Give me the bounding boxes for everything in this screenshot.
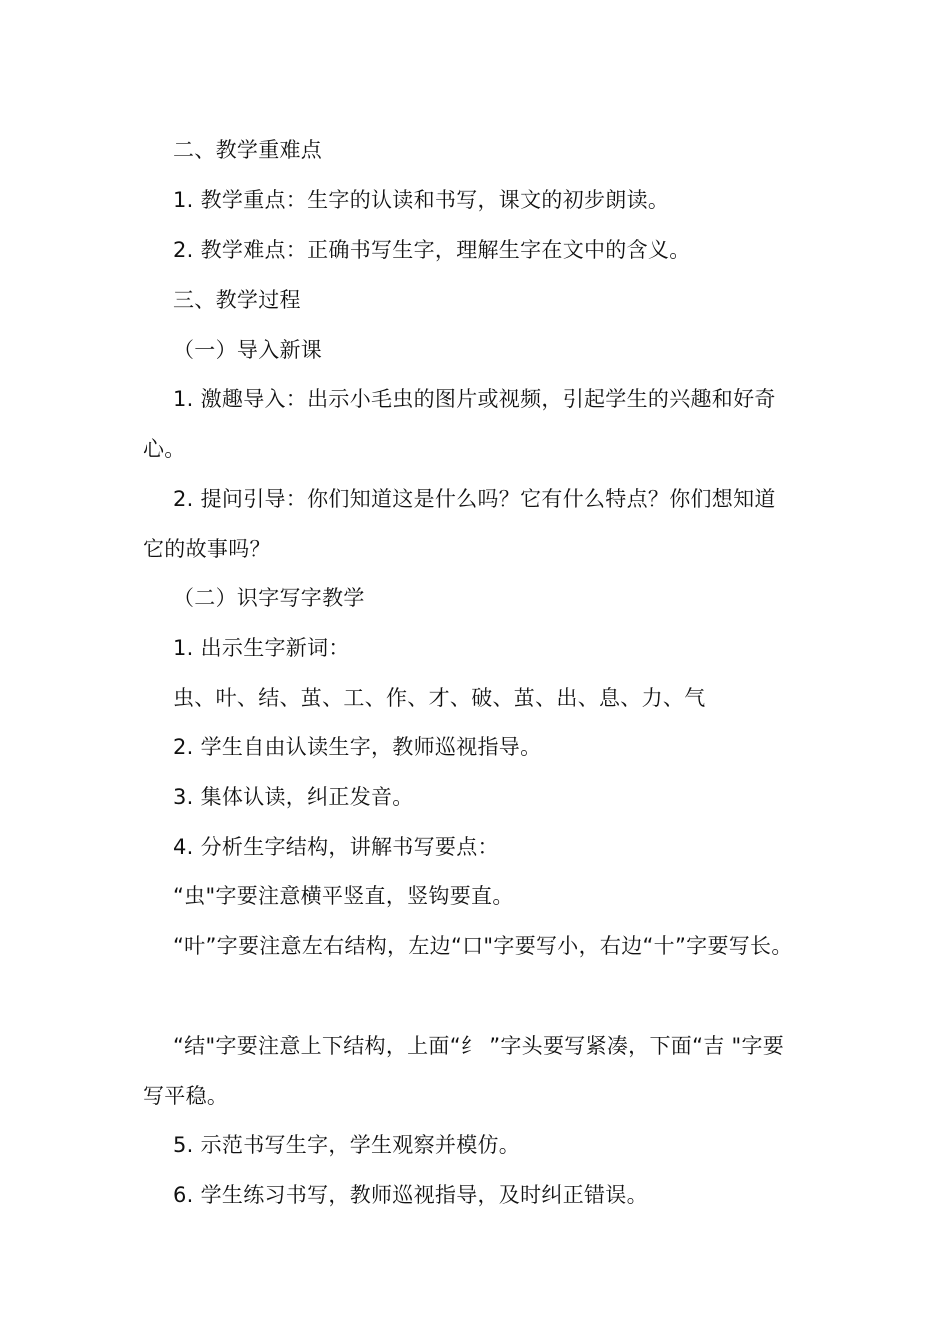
paragraph-step-2: 2. 学生自由认读生字，教师巡视指导。 xyxy=(173,735,542,759)
paragraph-difficult-point: 2. 教学难点：正确书写生字，理解生字在文中的含义。 xyxy=(173,238,691,262)
paragraph-step-6: 6. 学生练习书写，教师巡视指导，及时纠正错误。 xyxy=(173,1183,648,1207)
paragraph-step-4: 4. 分析生字结构，讲解书写要点： xyxy=(173,835,499,859)
paragraph-intro-step-2-cont: 它的故事吗？ xyxy=(143,537,271,561)
paragraph-intro-step-1: 1. 激趣导入：出示小毛虫的图片或视频，引起学生的兴趣和好奇 xyxy=(173,387,776,411)
paragraph-char-jie: “结"字要注意上下结构，上面“纟 ”字头要写紧凑，下面“吉 "字要 xyxy=(173,1034,785,1058)
subheading-character-teaching: （二）识字写字教学 xyxy=(173,586,365,610)
paragraph-intro-step-1-cont: 心。 xyxy=(143,437,186,461)
paragraph-char-ye: “叶”字要注意左右结构，左边“口"字要写小，右边“十”字要写长。 xyxy=(173,934,793,958)
paragraph-intro-step-2: 2. 提问引导：你们知道这是什么吗？它有什么特点？你们想知道 xyxy=(173,487,776,511)
paragraph-char-jie-cont: 写平稳。 xyxy=(143,1084,229,1108)
heading-key-difficult-points: 二、教学重难点 xyxy=(173,138,323,162)
paragraph-step-5: 5. 示范书写生字，学生观察并模仿。 xyxy=(173,1133,521,1157)
paragraph-char-chong: “虫"字要注意横平竖直，竖钩要直。 xyxy=(173,884,514,908)
paragraph-key-point: 1. 教学重点：生字的认读和书写，课文的初步朗读。 xyxy=(173,188,670,212)
heading-teaching-process: 三、教学过程 xyxy=(173,288,301,312)
paragraph-step-3: 3. 集体认读，纠正发音。 xyxy=(173,785,414,809)
subheading-introduction: （一）导入新课 xyxy=(173,338,323,362)
character-list: 虫、叶、结、茧、工、作、才、破、茧、出、息、力、气 xyxy=(173,686,706,710)
paragraph-step-1: 1. 出示生字新词： xyxy=(173,636,350,660)
